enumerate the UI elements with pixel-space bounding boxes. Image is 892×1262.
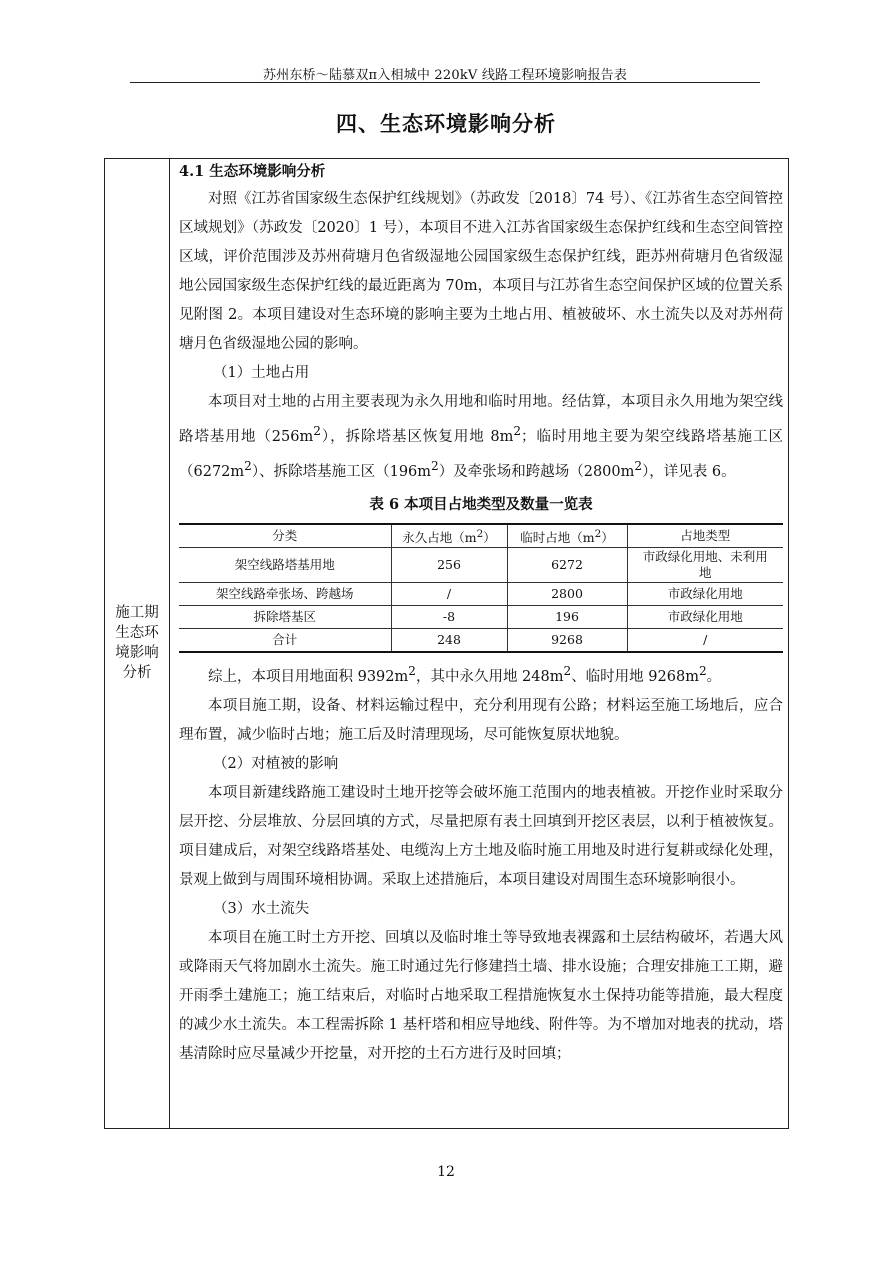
cell-category: 合计 [179,628,391,652]
cell-permanent: 248 [391,628,507,652]
subsection-title-vegetation: （2）对植被的影响 [213,755,339,772]
cell-temporary: 9268 [507,628,627,652]
header-rule [130,82,760,83]
summary-paragraph: 综上，本项目用地面积 $9392m^2$，其中永久用地 $248m^2$、临时用地 $9268m^2$。 [208,663,722,685]
content-cell [179,159,783,1069]
header-land-type: 占地类型 [627,524,783,548]
cell-land-type: 市政绿化用地 [627,582,783,605]
content-frame [104,158,789,1129]
side-label-line: 分析 [122,665,152,681]
cell-permanent: / [391,582,507,605]
cell-temporary: 196 [507,605,627,628]
table-row [179,605,783,628]
cell-category: 架空线路牵张场、跨越场 [179,582,391,605]
subsection-title-land: （1）土地占用 [213,365,310,381]
construction-paragraph: 本项目施工期，设备、材料运输过程中，充分利用现有公路；材料运至施工场地后，应合理布置，减少临时占地；施工后及时清理现场，尽可能恢复原状地貌。 [179,697,783,743]
header-category: 分类 [179,524,391,548]
side-label-line: 境影响 [115,645,159,661]
side-label-line: 生态环 [115,625,159,641]
cell-permanent: -8 [391,605,507,628]
vegetation-paragraph: 本项目新建线路施工建设时土地开挖等会破坏施工范围内的地表植被。开挖作业时采取分层开挖、分层堆放、分层回填的方式，尽量把原有表土回填到开挖区表层，以利于植被恢复。项目建成后，对架空线路塔基处、电缆沟上方土地及临时施工用地及时进行复耕或绿化处理，景观上做到与周围环境相协调。采取上述措施后，本项目建设对周围生态环境影响很小。 [179,784,783,888]
table-title: 表 6 本项目占地类型及数量一览表 [369,495,593,513]
cell-category: 拆除塔基区 [179,605,391,628]
header-temporary: 临时占地$(m^2)$ [507,524,627,548]
subsection-title-erosion: （3）水土流失 [213,900,310,917]
cell-category: 架空线路塔基用地 [179,547,391,582]
cell-temporary: 6272 [507,547,627,582]
running-header: 苏州东桥～陆慕双π入相城中 220kV 线路工程环境影响报告表 [262,68,628,83]
table-row [179,582,783,605]
table-total-row [179,628,783,652]
table-header-row [179,524,783,548]
intro-paragraph: 对照《江苏省国家级生态保护红线规划》（苏政发〔2018〕74 号）、《江苏省生态空间管控区域规划》（苏政发〔2020〕1 号），本项目不进入江苏省国家级生态保护红线和生态空间管控区域，评价范围涉及苏州荷塘月色省级湿地公园国家级生态保护红线，距苏州荷塘月色省级湿地公园国家级生态保护红线的最近距离为 70m，本项目与江苏省生态空间保护区域的位置关系见附图 2。本项目建设对生态环境的影响主要为土地占用、植被破坏、水土流失以及对苏州荷塘月色省级湿地公园的影响。 [179,191,783,352]
cell-land-type: / [627,628,783,652]
cell-temporary: 2800 [507,582,627,605]
land-use-table [179,523,783,653]
cell-land-type: 市政绿化用地、未利用地 [627,547,783,582]
header-permanent: 永久占地$(m^2)$ [391,524,507,548]
table-row [179,547,783,582]
cell-land-type: 市政绿化用地 [627,605,783,628]
erosion-paragraph: 本项目在施工时土方开挖、回填以及临时堆土等导致地表裸露和土层结构破坏，若遇大风或降雨天气将加剧水土流失。施工时通过先行修建挡土墙、排水设施；合理安排施工工期，避开雨季土建施工；施工结束后，对临时占地采取工程措施恢复水土保持功能等措施，最大程度的减少水土流失。本工程需拆除 1 基杆塔和相应导地线、附件等。为不增加对地表的扰动，塔基清除时应尽量减少开挖量，对开挖的土石方进行及时回填； [179,929,783,1062]
page-number: 12 [437,1164,455,1180]
cell-permanent: 256 [391,547,507,582]
section-heading: 4.1 生态环境影响分析 [179,163,326,180]
land-paragraph: 本项目对土地的占用主要表现为永久用地和临时用地。经估算，本项目永久用地为架空线路塔基用地$(256m^2)$，拆除塔基区恢复用地 $8m^2$；临时用地主要为架空线路塔基施工区$(6272m^2)$、拆除塔基施工区$(196m^2)$及牵张场和跨越场$(2800m^2)$，详见表 6。 [179,394,783,480]
side-label [105,603,169,683]
side-label-line: 施工期 [115,605,159,621]
chapter-title: 四、生态环境影响分析 [336,111,556,136]
frame-divider [169,159,170,1128]
